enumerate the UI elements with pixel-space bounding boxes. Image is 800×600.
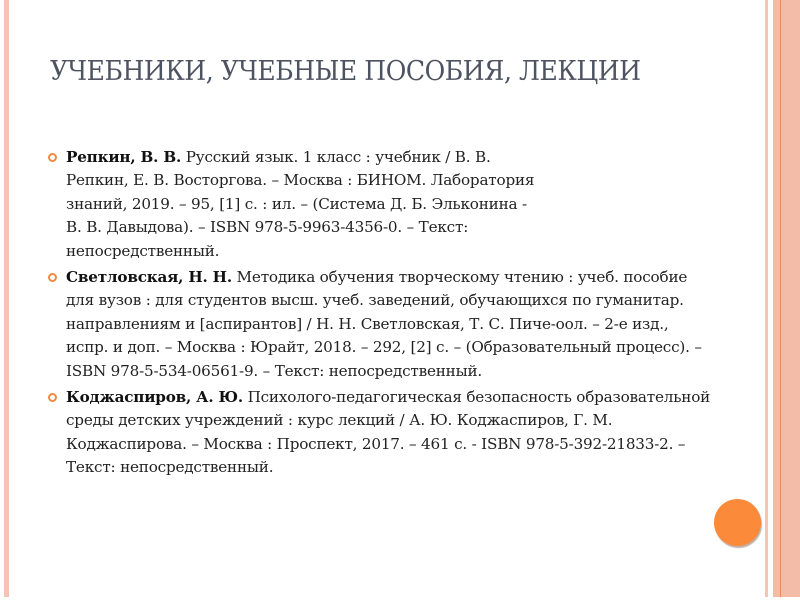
bibliography-item [48, 146, 708, 263]
hollow-circle-bullet-icon [48, 273, 57, 282]
bibliography-item [48, 266, 708, 383]
entry-description: Психолого-педагогическая безопасность образовательной среды детских учреждений : курс лекций / А. Ю. Коджаспиров, Г. М. Коджаспирова. – Москва : Проспект, 2017. – 461 с. - ISBN 978-5-392-21833-2. – Текст: непосредственный. [66, 388, 711, 477]
bibliography-item [48, 386, 711, 480]
hollow-circle-bullet-icon [48, 393, 57, 402]
right-wide-decorative-stripe [773, 0, 800, 597]
author-name: Коджаспиров, А. Ю. [66, 388, 243, 407]
bibliography-entry [66, 266, 706, 383]
right-thin-decorative-stripe [765, 0, 768, 597]
slide-title: УЧЕБНИКИ, УЧЕБНЫЕ ПОСОБИЯ, ЛЕКЦИИ [50, 56, 641, 87]
entry-description: Русский язык. 1 класс : учебник / В. В. Репкин, Е. В. Восторгова. – Москва : БИНОМ. Лаборатория знаний, 2019. – 95, [1] с. : ил. – (Система Д. Б. Эльконина - В. В. Давыдова). – ISBN 978-5-9963-4356-0. – Текст: непосредственный. [66, 148, 535, 260]
hollow-circle-bullet-icon [48, 153, 57, 162]
left-decorative-stripe [4, 0, 9, 597]
right-accent-line [780, 0, 781, 597]
entry-description: Методика обучения творческому чтению : учеб. пособие для вузов : для студентов высш. учеб. заведений, обучающихся по гуманитар. направлениям и [аспирантов] / Н. Н. Светловская, Т. С. Пиче-оол. – 2-е изд., испр. и доп. – Москва : Юрайт, 2018. – 292, [2] с. – (Образовательный процесс). – ISBN 978-5-534-06561-9. – Текст: непосредственный. [66, 268, 702, 380]
author-name: Репкин, В. В. [66, 148, 182, 166]
bibliography-entry [66, 386, 726, 480]
bibliography-entry [66, 146, 536, 263]
bibliography-list [48, 146, 711, 483]
author-name: Светловская, Н. Н. [66, 268, 232, 287]
orange-circle-decoration [714, 499, 761, 546]
